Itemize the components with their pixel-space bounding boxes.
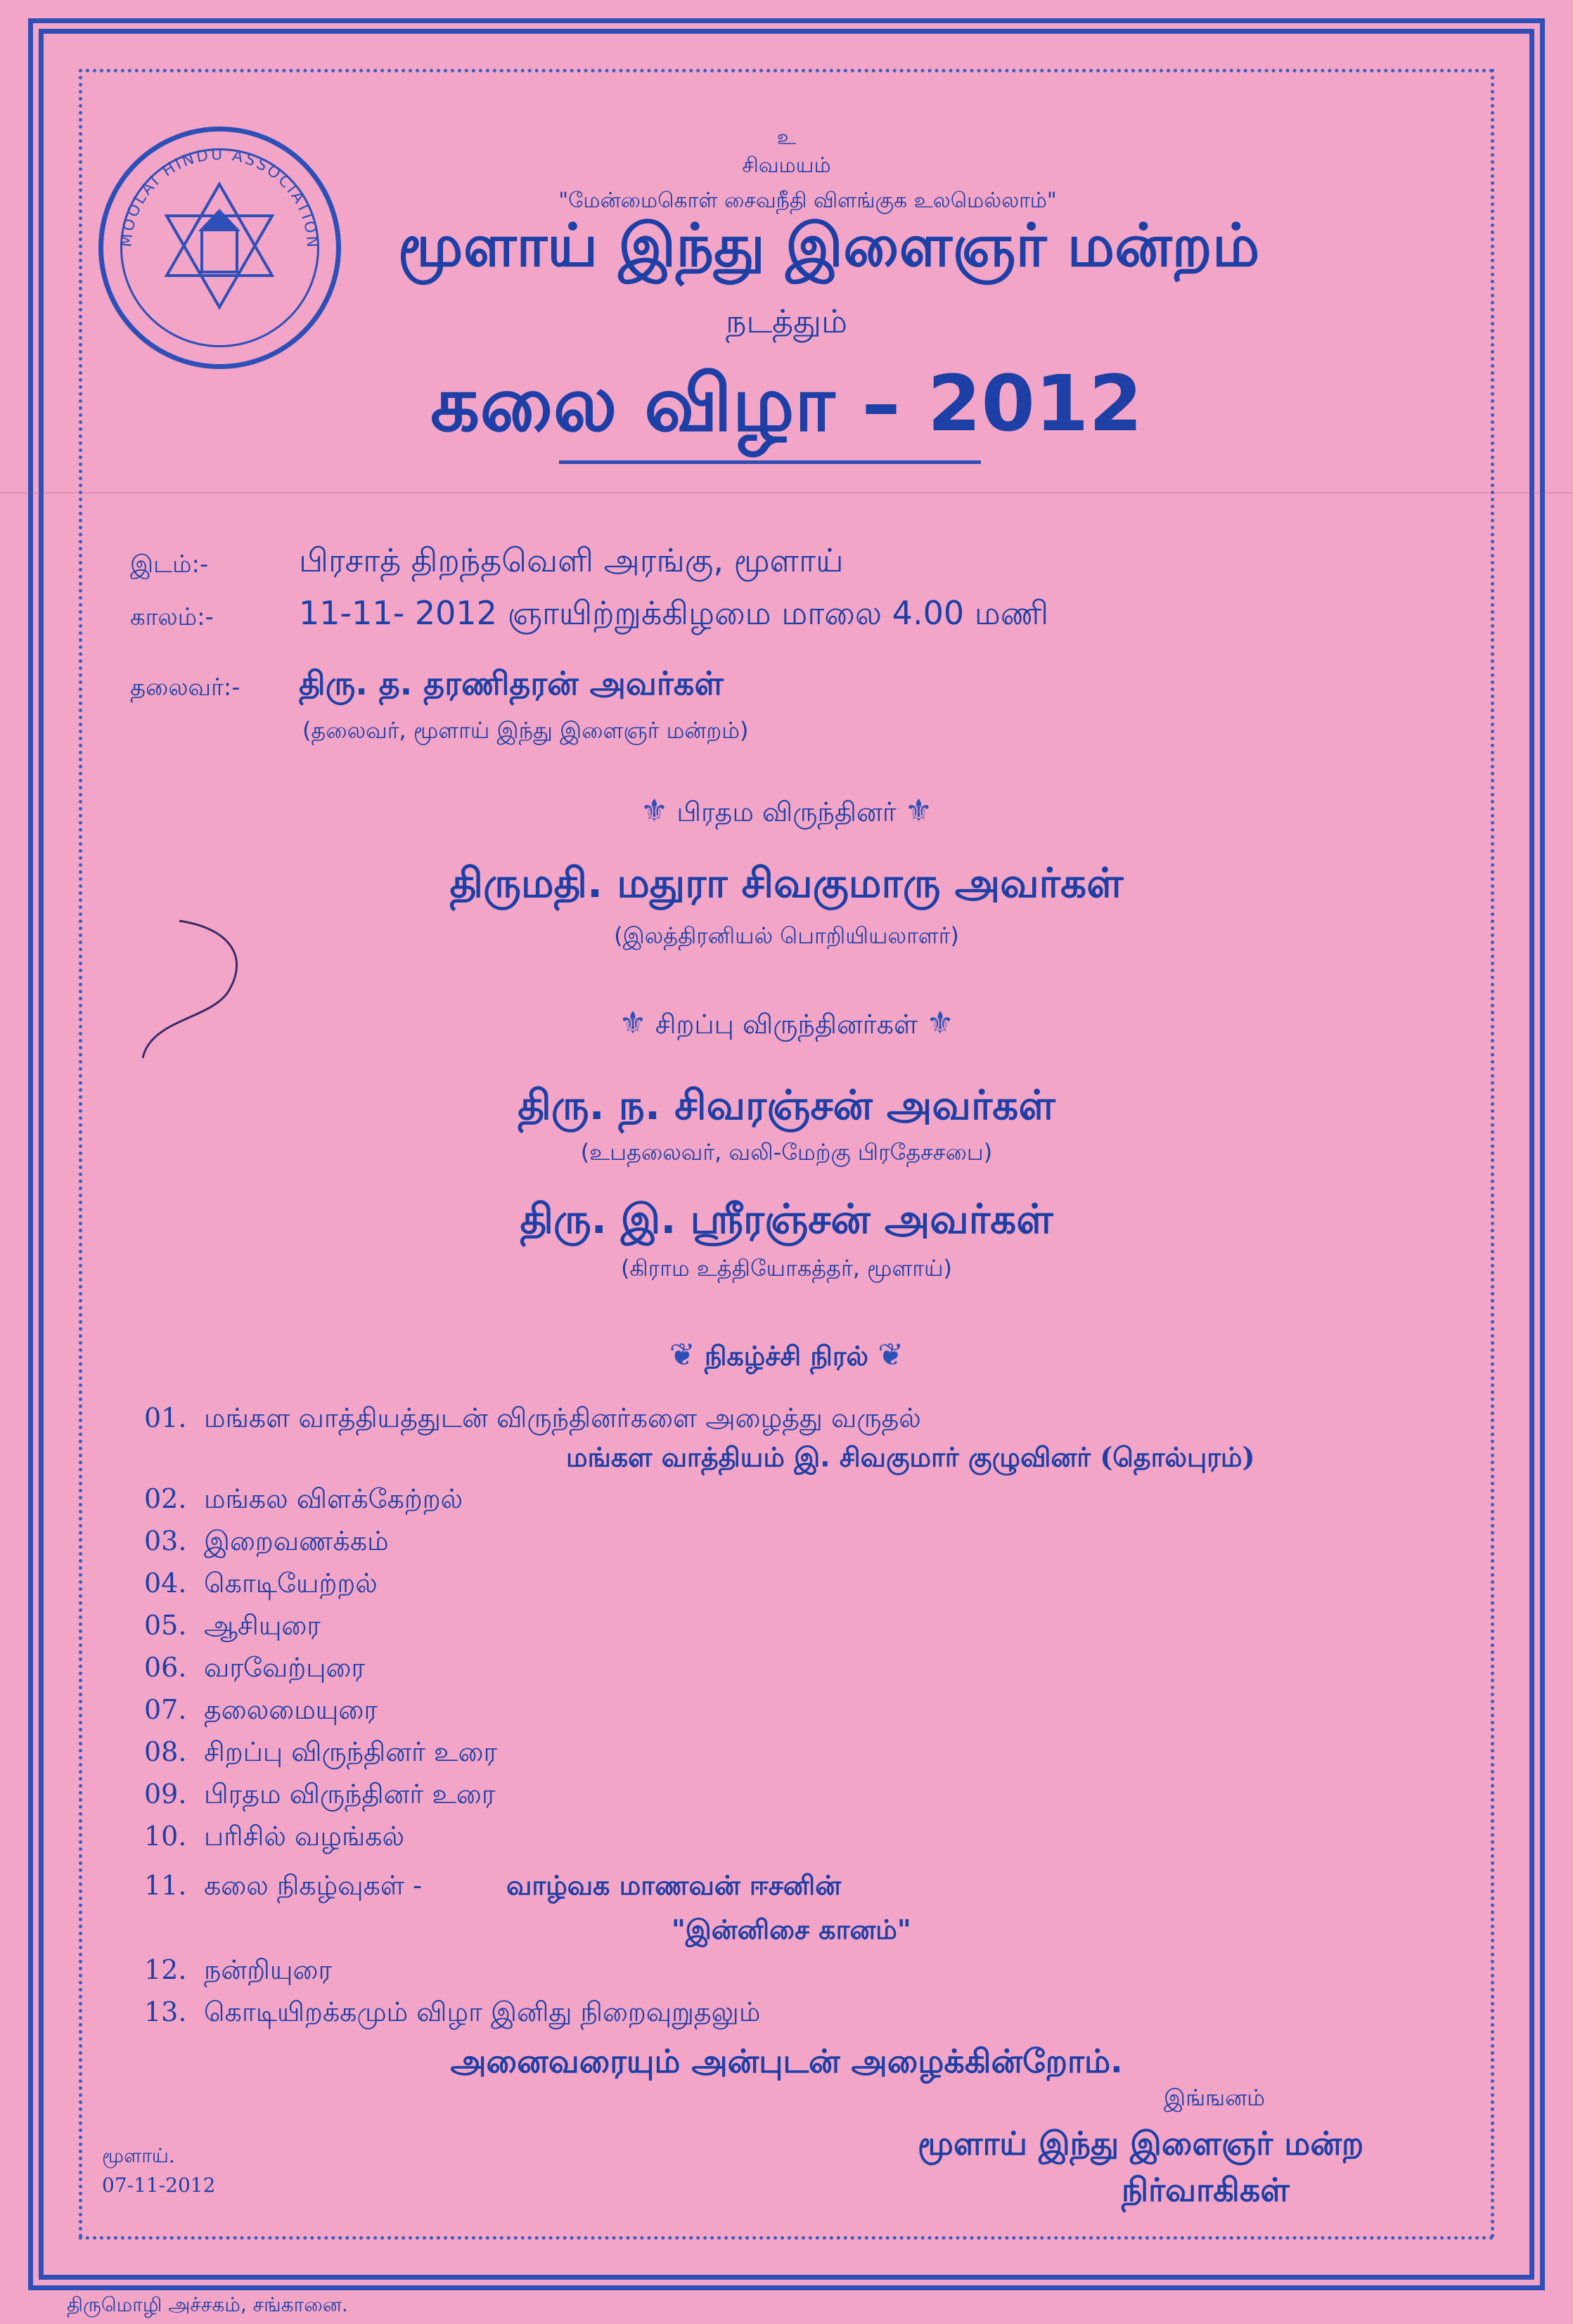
om-symbol: உ — [776, 125, 797, 150]
chief-guest-role: (இலத்திரனியல் பொறியியலாளர்) — [614, 922, 959, 949]
programme-item-number: 12. — [144, 1954, 187, 1985]
event-title: கலை விழா – 2012 — [430, 359, 1143, 448]
programme-item-text: பரிசில் வழங்கல் — [204, 1821, 405, 1852]
programme-item-text: கலை நிகழ்வுகள் - — [204, 1870, 423, 1901]
chair-value: திரு. த. தரணிதரன் அவர்கள் — [299, 664, 724, 702]
time-label: காலம்:- — [130, 603, 214, 631]
programme-item-number: 07. — [144, 1694, 187, 1725]
chief-guest-heading: ⚜ பிரதம விருந்தினர் ⚜ — [640, 793, 933, 829]
programme-item-text: கொடியிறக்கமும் விழா இனிது நிறைவுறுதலும் — [204, 1996, 761, 2027]
programme-item-number: 10. — [144, 1821, 187, 1852]
programme-item-text: மங்கல விளக்கேற்றல் — [204, 1483, 463, 1514]
signoff-line-2: நிர்வாகிகள் — [1122, 2171, 1290, 2209]
fleur-de-lis-icon: ⚜ — [640, 793, 669, 829]
date-text: 07-11-2012 — [102, 2174, 216, 2197]
programme-item-number: 08. — [144, 1736, 187, 1767]
programme-item-number: 13. — [144, 1996, 187, 2027]
invitation-text: அனைவரையும் அன்புடன் அழைக்கின்றோம். — [450, 2042, 1123, 2080]
special-guests-heading: ⚜ சிறப்பு விருந்தினர்கள் ⚜ — [619, 1005, 954, 1041]
programme-item-number: 09. — [144, 1778, 187, 1809]
programme-item-number: 11. — [144, 1870, 187, 1901]
item11-title: "இன்னிசை கானம்" — [672, 1914, 911, 1945]
chief-guest-name: திருமதி. மதுரா சிவகுமாரு அவர்கள் — [449, 859, 1124, 907]
conducts-text: நடத்தும் — [726, 302, 847, 340]
programme-item-text: நன்றியுரை — [204, 1954, 333, 1985]
programme-item-text: வரவேற்புரை — [204, 1652, 366, 1683]
chair-role: (தலைவர், மூளாய் இந்து இளைஞர் மன்றம்) — [302, 717, 749, 744]
special-guest-1-role: (உபதலைவர், வலி-மேற்கு பிரதேசசபை) — [580, 1139, 993, 1166]
special-guest-2-role: (கிராம உத்தியோகத்தர், மூளாய்) — [620, 1255, 952, 1282]
venue-label: இடம்:- — [130, 550, 209, 579]
programme-item-text: சிறப்பு விருந்தினர் உரை — [204, 1736, 498, 1767]
venue-value: பிரசாத் திறந்தவெளி அரங்கு, மூளாய் — [299, 541, 844, 579]
ink-stroke-mark — [130, 914, 257, 1069]
programme-item-text: இறைவணக்கம் — [204, 1525, 389, 1556]
printer-text: திருமொழி அச்சகம், சங்கானை. — [67, 2293, 348, 2316]
programme-item-number: 02. — [144, 1483, 187, 1514]
lotus-ornament-icon: ❦ — [878, 1337, 904, 1373]
fleur-de-lis-icon: ⚜ — [904, 793, 933, 829]
special-guest-2-name: திரு. இ. ஸ்ரீரஞ்சன் அவர்கள் — [520, 1195, 1053, 1243]
item1-performers: மங்கள வாத்தியம் இ. சிவகுமார் குழுவினர் (தொல்புரம்) — [566, 1441, 1255, 1473]
programme-item-number: 06. — [144, 1652, 187, 1683]
programme-item-text: தலைமையுரை — [204, 1694, 378, 1725]
place-text: மூளாய். — [102, 2144, 175, 2167]
programme-item-text: ஆசியுரை — [204, 1610, 321, 1641]
programme-item-number: 01. — [144, 1402, 187, 1433]
fleur-de-lis-icon: ⚜ — [619, 1005, 647, 1041]
programme-heading: ❦ நிகழ்ச்சி நிரல் ❦ — [669, 1337, 904, 1373]
item11-performer: வாழ்வக மாணவன் ஈசனின் — [506, 1870, 842, 1901]
programme-item-text: மங்கள வாத்தியத்துடன் விருந்தினர்களை அழைத்து வருதல் — [204, 1402, 921, 1433]
programme-item-text: கொடியேற்றல் — [204, 1568, 378, 1599]
organization-name: மூளாய் இந்து இளைஞர் மன்றம் — [397, 211, 1260, 280]
title-underline — [559, 460, 981, 464]
inganam-text: இங்ஙனம் — [1164, 2084, 1265, 2111]
chair-label: தலைவர்:- — [130, 673, 240, 702]
seal-ring-text: MOOLAI HINDU ASSOCIATION — [117, 146, 321, 250]
motto-text: "மேன்மைகொள் சைவநீதி விளங்குக உலமெல்லாம்" — [558, 188, 1057, 213]
special-guest-1-name: திரு. ந. சிவரஞ்சன் அவர்கள் — [518, 1081, 1055, 1129]
fleur-de-lis-icon: ⚜ — [926, 1005, 954, 1041]
programme-item-number: 05. — [144, 1610, 187, 1641]
time-value: 11-11- 2012 ஞாயிற்றுக்கிழமை மாலை 4.00 மணி — [299, 594, 1049, 632]
lotus-ornament-icon: ❦ — [669, 1337, 695, 1373]
programme-item-number: 04. — [144, 1568, 187, 1599]
signoff-line-1: மூளாய் இந்து இளைஞர் மன்ற — [918, 2124, 1364, 2162]
paper-fold-line — [0, 492, 1573, 493]
programme-item-text: பிரதம விருந்தினர் உரை — [204, 1778, 496, 1809]
programme-item-number: 03. — [144, 1525, 187, 1556]
sivamayam-text: சிவமயம் — [742, 153, 831, 178]
